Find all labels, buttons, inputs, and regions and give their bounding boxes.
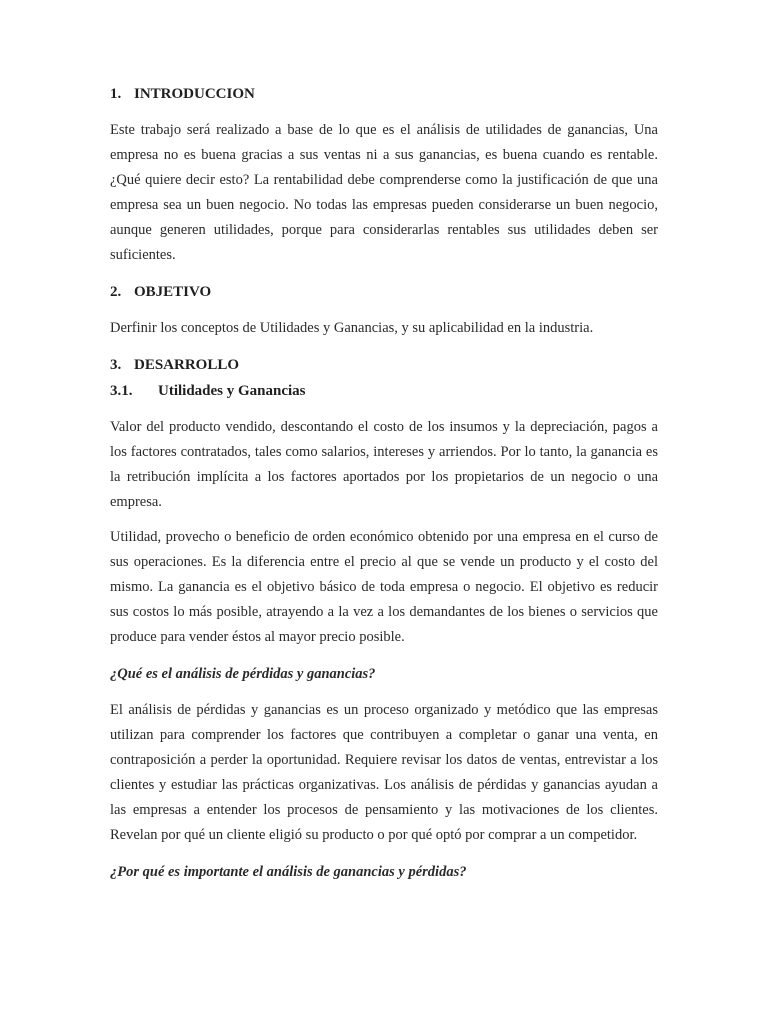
section-title: OBJETIVO [134, 284, 212, 300]
introduccion-paragraph: Este trabajo será realizado a base de lo que es el análisis de utilidades de ganancias, Una empresa no es buena gracias a sus ventas ni a sus ganancias, es buena cuando es rentable. ¿Qué quiere decir esto? La rentabilidad debe comprenderse como la justificación de que una empresa sea un buen negocio. No todas las empresas pueden considerarse un buen negocio, aunque generen utilidades, porque para considerarlas rentables sus utilidades deben ser suficientes. [110, 122, 658, 263]
section-number: 2. [110, 284, 122, 300]
section-heading-desarrollo [110, 355, 658, 375]
section-title: DESARROLLO [134, 357, 240, 373]
section-heading-objetivo [110, 282, 658, 302]
utilidades-paragraph-1: Valor del producto vendido, descontando el costo de los insumos y la depreciación, pagos a los factores contratados, tales como salarios, intereses y arriendos. Por lo tanto, la ganancia es la retribución implícita a los factores aportados por los propietarios de un negocio o una empresa. [110, 419, 658, 510]
section-number: 3. [110, 357, 122, 373]
objetivo-paragraph: Derfinir los conceptos de Utilidades y Ganancias, y su aplicabilidad en la industria. [110, 320, 594, 336]
subsection-number: 3.1. [110, 383, 133, 399]
section-heading-introduccion [110, 84, 658, 104]
section-title: INTRODUCCION [134, 86, 255, 102]
document-body [110, 84, 658, 896]
section-number: 1. [110, 86, 122, 102]
question-heading-que-es: ¿Qué es el análisis de pérdidas y ganancias? [110, 666, 376, 682]
subsection-heading-utilidades [110, 381, 658, 401]
question-heading-por-que: ¿Por qué es importante el análisis de ganancias y pérdidas? [110, 864, 467, 880]
subsection-title: Utilidades y Ganancias [158, 383, 306, 399]
que-es-paragraph: El análisis de pérdidas y ganancias es un proceso organizado y metódico que las empresas utilizan para comprender los factores que contribuyen a completar o ganar una venta, en contraposición a perder la oportunidad. Requiere revisar los datos de ventas, entrevistar a los clientes y estudiar las prácticas organizativas. Los análisis de pérdidas y ganancias ayudan a las empresas a entender los procesos de pensamiento y las motivaciones de los clientes. Revelan por qué un cliente eligió su producto o por qué optó por comprar a un competidor. [110, 702, 658, 843]
utilidades-paragraph-2: Utilidad, provecho o beneficio de orden económico obtenido por una empresa en el curso de sus operaciones. Es la diferencia entre el precio al que se vende un producto y el costo del mismo. La ganancia es el objetivo básico de toda empresa o negocio. El objetivo es reducir sus costos lo más posible, atrayendo a la vez a los demandantes de los bienes o servicios que produce para vender éstos al mayor precio posible. [110, 529, 658, 645]
